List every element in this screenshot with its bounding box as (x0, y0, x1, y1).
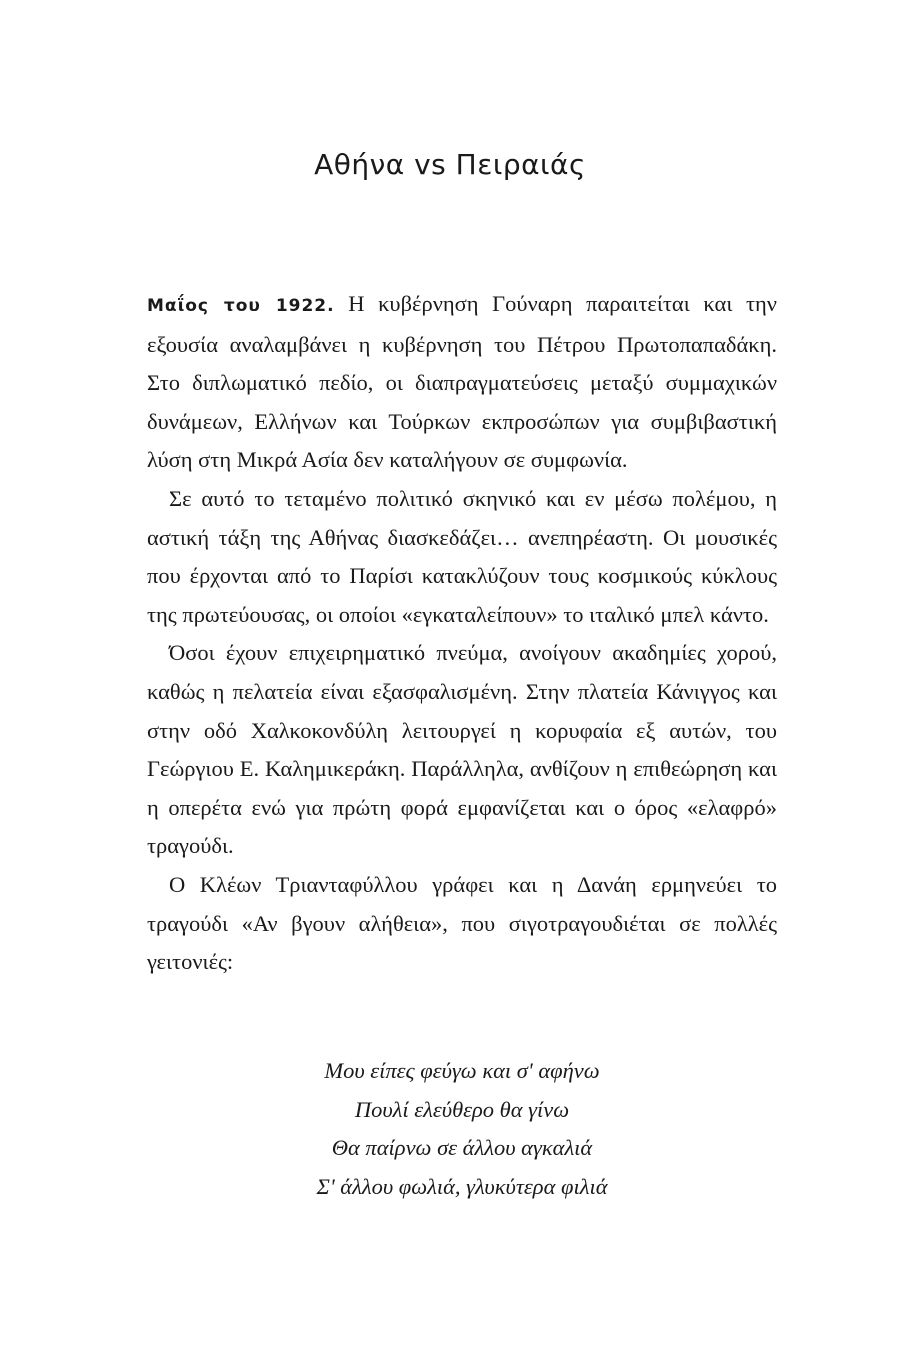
body-text (147, 285, 777, 982)
song-verse (147, 1052, 777, 1206)
verse-line-2: Πουλί ελεύθερο θα γίνω (354, 1096, 570, 1122)
paragraph-1-text: Η κυβέρνηση Γούναρη παραιτείται και την εξουσία αναλαμβάνει η κυβέρνηση του Πέτρου Πρωτοπαπαδάκη. Στο διπλωματικό πεδίο, οι διαπραγματεύσεις μεταξύ συμμαχικών δυνάμεων, Ελλήνων και Τούρκων εκπροσώπων για συμβιβαστική λύση στη Μικρά Ασία δεν καταλήγουν σε συμφωνία. (147, 291, 777, 473)
paragraph-1 (147, 285, 777, 480)
paragraph-4: Ο Κλέων Τριανταφύλλου γράφει και η Δανάη ερμηνεύει το τραγούδι «Αν βγουν αλήθεια», που σιγοτραγουδιέται σε πολλές γειτονιές: (147, 871, 777, 975)
lead-in-date: Μαΐος του 1922. (147, 296, 335, 316)
verse-line-1: Μου είπες φεύγω και σ' αφήνω (324, 1058, 600, 1083)
chapter-title: Αθήνα vs Πειραιάς (314, 148, 586, 181)
verse-line-4: Σ' άλλου φωλιά, γλυκύτερα φιλιά (316, 1173, 608, 1199)
paragraph-3: Όσοι έχουν επιχειρηματικό πνεύμα, ανοίγουν ακαδημίες χορού, καθώς η πελατεία είναι εξασφαλισμένη. Στην πλατεία Κάνιγγος και στην οδό Χαλκοκονδύλη λειτουργεί η κορυφαία εξ αυτών, του Γεώργιου Ε. Καλημικεράκη. Παράλληλα, ανθίζουν η επιθεώρηση και η οπερέτα ενώ για πρώτη φορά εμφανίζεται και ο όρος «ελαφρό» τραγούδι. (147, 640, 777, 859)
paragraph-2: Σε αυτό το τεταμένο πολιτικό σκηνικό και εν μέσω πολέμου, η αστική τάξη της Αθήνας διασκεδάζει… ανεπηρέαστη. Οι μουσικές που έρχονται από το Παρίσι κατακλύζουν τους κοσμικούς κύκλους της πρωτεύουσας, οι οποίοι «εγκαταλείπουν» το ιταλικό μπελ κάντο. (147, 485, 777, 627)
verse-line-3: Θα παίρνω σε άλλου αγκαλιά (331, 1135, 593, 1161)
